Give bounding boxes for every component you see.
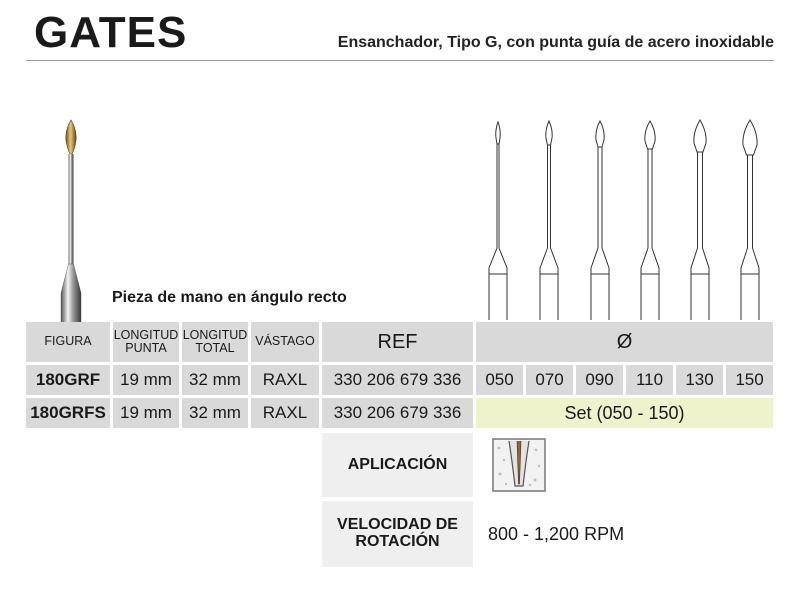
row2-total: 32 mm <box>182 398 248 428</box>
root-canal-icon <box>492 438 546 492</box>
product-photo-drill <box>52 118 90 323</box>
header-figura: FIGURA <box>26 322 110 362</box>
header-divider <box>26 60 774 61</box>
speed-value: 800 - 1,200 RPM <box>476 501 773 567</box>
row2-set: Set (050 - 150) <box>476 398 773 428</box>
row1-vastago: RAXL <box>251 365 319 395</box>
size-diagram-drills <box>476 118 774 320</box>
row2-vastago: RAXL <box>251 398 319 428</box>
row1-size-130: 130 <box>676 365 723 395</box>
row1-size-090: 090 <box>576 365 623 395</box>
product-subtitle: Ensanchador, Tipo G, con punta guía de acero inoxidable <box>337 34 774 51</box>
application-label: APLICACIÓN <box>322 433 473 497</box>
header-vastago: VÁSTAGO <box>251 322 319 362</box>
application-value <box>476 433 773 497</box>
header-longitud-punta: LONGITUD PUNTA <box>113 322 179 362</box>
header-longitud-total: LONGITUD TOTAL <box>182 322 248 362</box>
row1-punta: 19 mm <box>113 365 179 395</box>
row1-size-150: 150 <box>726 365 773 395</box>
row1-total: 32 mm <box>182 365 248 395</box>
header-diameter: Ø <box>476 322 773 362</box>
row1-figura: 180GRF <box>26 365 110 395</box>
handpiece-type-label: Pieza de mano en ángulo recto <box>112 289 347 306</box>
speed-label: VELOCIDAD DE ROTACIÓN <box>322 501 473 567</box>
row1-size-070: 070 <box>526 365 573 395</box>
row1-size-110: 110 <box>626 365 673 395</box>
header-ref: REF <box>322 322 473 362</box>
brand-title: GATES <box>34 8 188 57</box>
row2-ref: 330 206 679 336 <box>322 398 473 428</box>
row1-size-050: 050 <box>476 365 523 395</box>
row2-figura: 180GRFS <box>26 398 110 428</box>
row1-ref: 330 206 679 336 <box>322 365 473 395</box>
row2-punta: 19 mm <box>113 398 179 428</box>
